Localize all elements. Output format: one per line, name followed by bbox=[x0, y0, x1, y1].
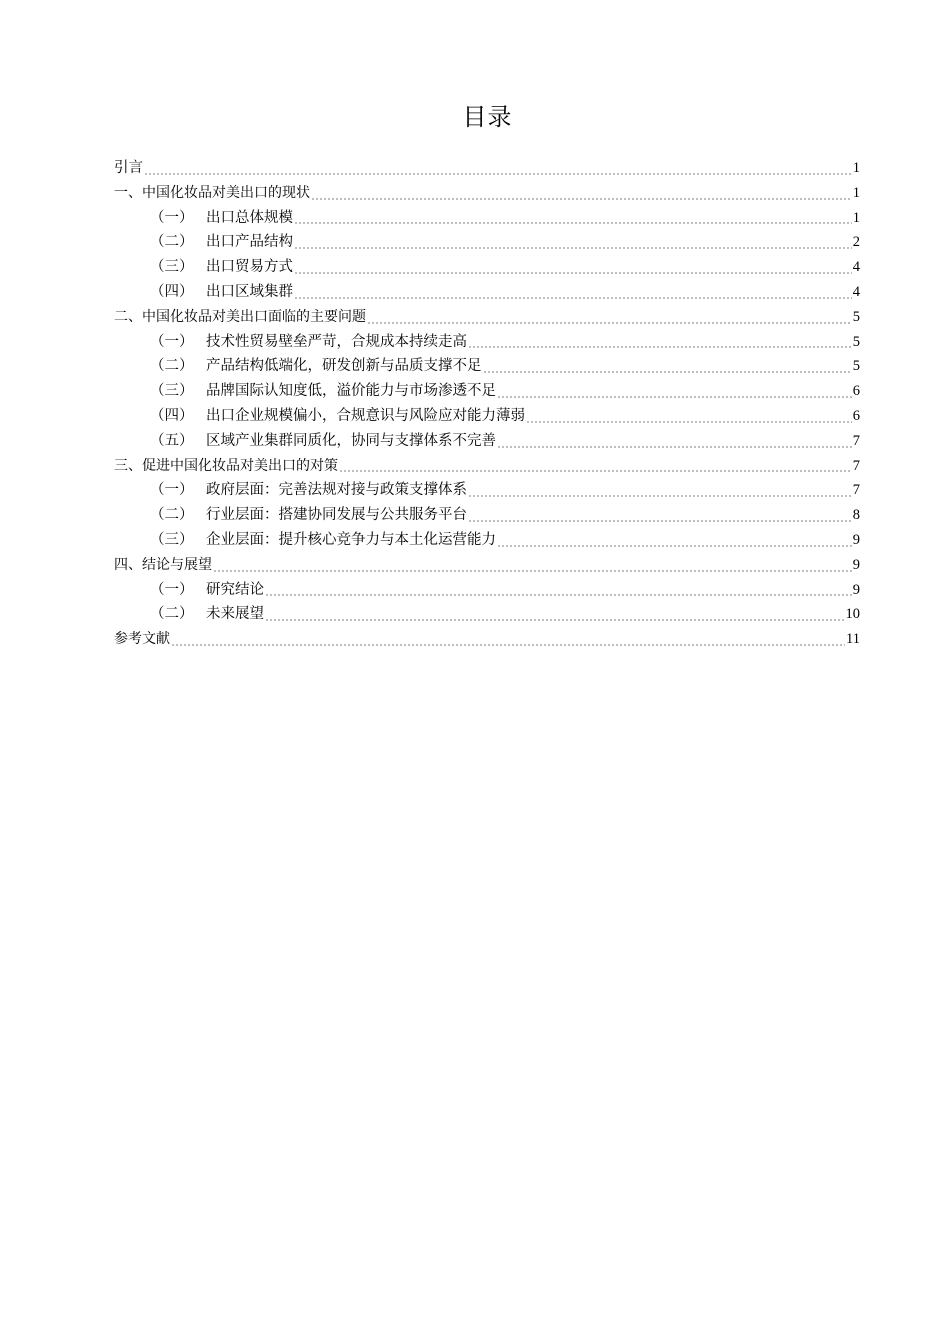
toc-entry-page-number: 6 bbox=[852, 383, 860, 400]
toc-entry-page-number: 9 bbox=[852, 556, 860, 573]
toc-entry-number: （二） bbox=[150, 358, 194, 375]
toc-entry-number: （四） bbox=[150, 407, 194, 424]
dot-leader bbox=[468, 508, 852, 522]
toc-entry[interactable] bbox=[114, 156, 860, 181]
dot-leader bbox=[311, 186, 852, 200]
dot-leader bbox=[294, 210, 852, 224]
toc-entry-label: 行业层面：搭建协同发展与公共服务平台 bbox=[206, 507, 467, 524]
dot-leader bbox=[497, 434, 852, 448]
toc-entry-label: 四、结论与展望 bbox=[114, 556, 212, 573]
toc-entry-number: （二） bbox=[150, 234, 194, 251]
toc-entry-label: 技术性贸易壁垒严苛，合规成本持续走高 bbox=[206, 333, 467, 350]
toc-entry[interactable] bbox=[114, 181, 860, 206]
toc-entry[interactable] bbox=[114, 627, 860, 652]
toc-entry-page-number: 5 bbox=[852, 333, 860, 350]
toc-entry-label: 未来展望 bbox=[206, 606, 264, 623]
toc-entry-number: （一） bbox=[150, 482, 194, 499]
dot-leader bbox=[171, 632, 845, 646]
toc-entry[interactable] bbox=[114, 429, 860, 454]
toc-entry-number: （二） bbox=[150, 507, 194, 524]
toc-entry-label: 二、中国化妆品对美出口面临的主要问题 bbox=[114, 308, 366, 325]
toc-entry-label: 出口产品结构 bbox=[206, 234, 293, 251]
toc-entry-label: 政府层面：完善法规对接与政策支撑体系 bbox=[206, 482, 467, 499]
toc-entry-page-number: 6 bbox=[852, 407, 860, 424]
toc-entry-label: 一、中国化妆品对美出口的现状 bbox=[114, 184, 310, 201]
toc-entry-page-number: 10 bbox=[845, 606, 860, 623]
toc-entry[interactable] bbox=[114, 602, 860, 627]
dot-leader bbox=[483, 359, 852, 373]
toc-entry-number: （二） bbox=[150, 606, 194, 623]
toc-entry-label: 企业层面：提升核心竞争力与本土化运营能力 bbox=[206, 531, 496, 548]
toc-entry-number: （四） bbox=[150, 283, 194, 300]
dot-leader bbox=[213, 558, 852, 572]
toc-entry-page-number: 5 bbox=[852, 308, 860, 325]
dot-leader bbox=[497, 384, 852, 398]
toc-entry[interactable] bbox=[114, 578, 860, 603]
toc-entry-label: 品牌国际认知度低，溢价能力与市场渗透不足 bbox=[206, 383, 496, 400]
toc-entry-label: 研究结论 bbox=[206, 581, 264, 598]
toc-entry-page-number: 4 bbox=[852, 259, 860, 276]
toc-entry[interactable] bbox=[114, 379, 860, 404]
toc-entry-label: 产品结构低端化，研发创新与品质支撑不足 bbox=[206, 358, 482, 375]
toc-entry[interactable] bbox=[114, 280, 860, 305]
toc-entry[interactable] bbox=[114, 354, 860, 379]
table-of-contents bbox=[114, 156, 860, 652]
dot-leader bbox=[265, 607, 845, 621]
toc-entry-page-number: 8 bbox=[852, 507, 860, 524]
dot-leader bbox=[294, 235, 852, 249]
toc-entry-number: （三） bbox=[150, 383, 194, 400]
toc-entry-number: （三） bbox=[150, 259, 194, 276]
toc-entry[interactable] bbox=[114, 330, 860, 355]
toc-entry-page-number: 1 bbox=[852, 160, 860, 176]
toc-entry-page-number: 2 bbox=[852, 234, 860, 251]
dot-leader bbox=[294, 260, 852, 274]
toc-entry[interactable] bbox=[114, 553, 860, 578]
toc-entry-page-number: 1 bbox=[852, 209, 860, 226]
dot-leader bbox=[526, 409, 852, 423]
toc-title: 目录 bbox=[462, 103, 513, 131]
toc-entry-label: 出口区域集群 bbox=[206, 283, 293, 300]
toc-entry[interactable] bbox=[114, 206, 860, 231]
toc-entry-page-number: 9 bbox=[852, 581, 860, 598]
toc-entry[interactable] bbox=[114, 305, 860, 330]
dot-leader bbox=[265, 582, 852, 596]
toc-entry-page-number: 4 bbox=[852, 283, 860, 300]
dot-leader bbox=[294, 285, 852, 299]
toc-entry-number: （一） bbox=[150, 209, 194, 226]
dot-leader bbox=[468, 334, 852, 348]
dot-leader bbox=[497, 533, 852, 547]
toc-entry-label: 参考文献 bbox=[114, 631, 170, 648]
toc-entry-label: 区域产业集群同质化，协同与支撑体系不完善 bbox=[206, 432, 496, 449]
dot-leader bbox=[144, 161, 852, 175]
toc-entry-page-number: 1 bbox=[852, 184, 860, 201]
dot-leader bbox=[339, 458, 852, 472]
toc-entry-page-number: 9 bbox=[852, 531, 860, 548]
dot-leader bbox=[367, 310, 852, 324]
toc-entry-page-number: 7 bbox=[852, 432, 860, 449]
toc-entry-label: 出口贸易方式 bbox=[206, 259, 293, 276]
toc-entry[interactable] bbox=[114, 454, 860, 479]
toc-entry-number: （三） bbox=[150, 531, 194, 548]
toc-entry-number: （五） bbox=[150, 432, 194, 449]
toc-entry-page-number: 7 bbox=[852, 457, 860, 474]
toc-entry[interactable] bbox=[114, 528, 860, 553]
toc-entry-label: 出口企业规模偏小，合规意识与风险应对能力薄弱 bbox=[206, 407, 525, 424]
dot-leader bbox=[468, 483, 852, 497]
toc-entry[interactable] bbox=[114, 503, 860, 528]
toc-entry-label: 引言 bbox=[114, 160, 143, 176]
toc-entry[interactable] bbox=[114, 255, 860, 280]
toc-entry[interactable] bbox=[114, 230, 860, 255]
toc-entry-number: （一） bbox=[150, 581, 194, 598]
toc-entry-number: （一） bbox=[150, 333, 194, 350]
toc-entry-page-number: 7 bbox=[852, 482, 860, 499]
toc-entry[interactable] bbox=[114, 404, 860, 429]
toc-entry-label: 出口总体规模 bbox=[206, 209, 293, 226]
toc-entry-page-number: 5 bbox=[852, 358, 860, 375]
toc-entry[interactable] bbox=[114, 478, 860, 503]
toc-entry-page-number: 11 bbox=[846, 631, 860, 648]
toc-entry-label: 三、促进中国化妆品对美出口的对策 bbox=[114, 457, 338, 474]
